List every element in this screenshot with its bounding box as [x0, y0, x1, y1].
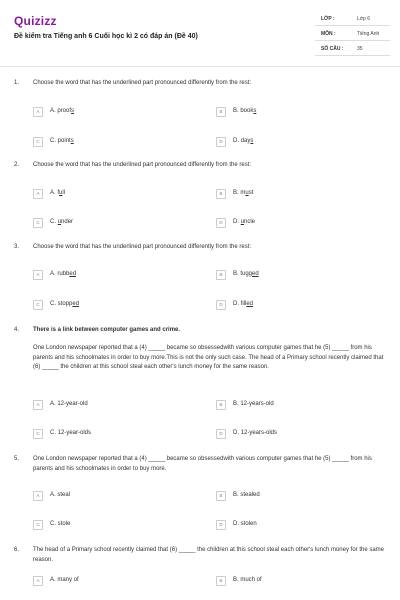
option-label: B. books [233, 108, 257, 114]
meta-value: Tiếng Anh [357, 31, 380, 37]
question-passage: One London newspaper reported that a (4) _____ became so obsessedwith various computer games that he (5) _____ from his parents and his schoolmates in order to buy more.This is not the only such case. The head of a Primary school recently claimed that (6) _____ the children at this school steal each other's lunch money for the same reason. [33, 345, 384, 370]
option-letter-box: D [216, 218, 226, 228]
option-letter-box: A [33, 270, 43, 280]
option-label: A. rubbed [50, 271, 77, 277]
option-label: C. under [50, 219, 74, 225]
option-letter-box: C [33, 429, 43, 439]
option-label: A. full [50, 190, 66, 196]
option-letter-box: B [216, 107, 226, 117]
option-letter-box: A [33, 189, 43, 199]
question-number: 4. [14, 327, 20, 333]
option-label: D. days [233, 138, 254, 144]
option-letter-box: D [216, 520, 226, 530]
option-label: C. 12-year-olds [50, 430, 92, 436]
option-letter-box: B [216, 576, 226, 586]
meta-row-class [315, 12, 390, 26]
option-letter-box: B [216, 270, 226, 280]
meta-row-subject [315, 27, 390, 41]
header-divider [0, 66, 400, 67]
option-letter-box: B [216, 491, 226, 501]
option-letter-box: D [216, 137, 226, 147]
option-letter-box: A [33, 491, 43, 501]
option-label: B. stealed [233, 492, 260, 498]
option-label: D. stolen [233, 521, 257, 527]
option-label: B. much of [233, 577, 262, 583]
meta-value: Lớp 6 [357, 16, 371, 22]
option-letter-box: C [33, 520, 43, 530]
question-text: One London newspaper reported that a (4) _____ became so obsessedwith various computer games that he (5) _____ from his parents and his schoolmates in order to buy more. [33, 456, 372, 472]
option-letter-box: C [33, 218, 43, 228]
option-label: A. proofs [50, 108, 75, 114]
question-text: The head of a Primary school recently claimed that (6) _____ the children at this school steal each other's lunch money for the same reason. [33, 547, 384, 563]
option-letter-box: B [216, 189, 226, 199]
option-label: B. must [233, 190, 254, 196]
option-letter-box: C [33, 137, 43, 147]
option-label: C. stopped [50, 301, 80, 307]
option-letter-box: A [33, 107, 43, 117]
question-number: 5. [14, 456, 20, 462]
question-number: 3. [14, 244, 20, 250]
question-heading: There is a link between computer games and crime. [33, 327, 181, 333]
document-title: Đề kiểm tra Tiếng anh 6 Cuối học kì 2 có đáp án (Đề 40) [14, 33, 198, 40]
option-label: B. 12-years-old [233, 401, 274, 407]
question-number: 2. [14, 162, 20, 168]
quizizz-logo: Quizizz [14, 14, 57, 28]
question-number: 1. [14, 80, 20, 86]
question-number: 6. [14, 547, 20, 553]
option-label: C. stole [50, 521, 71, 527]
meta-row-count [315, 42, 390, 56]
question-text: Choose the word that has the underlined part pronounced differently from the rest: [33, 162, 252, 168]
question-text: Choose the word that has the underlined part pronounced differently from the rest: [33, 244, 252, 250]
option-label: D. uncle [233, 219, 256, 225]
option-label: C. points [50, 138, 74, 144]
option-letter-box: B [216, 400, 226, 410]
option-label: D. filled [233, 301, 254, 307]
option-label: A. 12-year-old [50, 401, 88, 407]
option-letter-box: C [33, 300, 43, 310]
option-label: D. 12-years-olds [233, 430, 278, 436]
option-letter-box: D [216, 300, 226, 310]
option-label: A. many of [50, 577, 79, 583]
option-letter-box: A [33, 576, 43, 586]
option-label: A. steal [50, 492, 71, 498]
meta-key: MÔN : [321, 31, 336, 37]
question-text: Choose the word that has the underlined part pronounced differently from the rest: [33, 80, 252, 86]
meta-key: SỐ CÂU : [321, 46, 344, 52]
option-letter-box: D [216, 429, 226, 439]
meta-value: 35 [357, 46, 363, 52]
header [0, 0, 400, 70]
option-label: B. tugged [233, 271, 259, 277]
meta-key: LỚP : [321, 16, 335, 22]
option-letter-box: A [33, 400, 43, 410]
